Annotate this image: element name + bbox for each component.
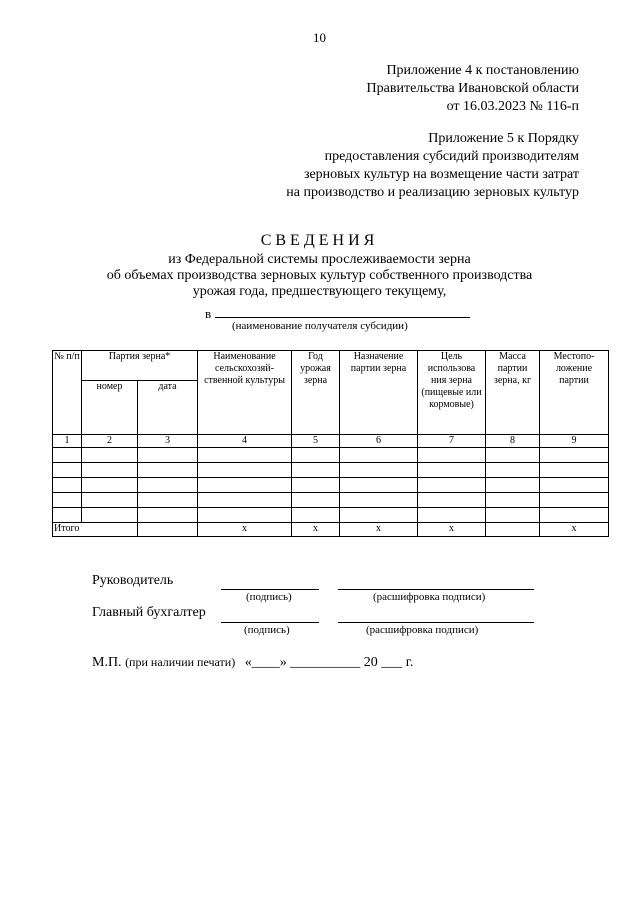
recipient-prefix: в bbox=[205, 306, 212, 321]
head-sign-line bbox=[221, 589, 319, 590]
appendix-4-line1: Приложение 4 к постановлению bbox=[386, 63, 579, 78]
col-number: 1 bbox=[53, 435, 82, 448]
table-row bbox=[53, 478, 609, 493]
table-row bbox=[53, 448, 609, 463]
total-cell: x bbox=[340, 523, 418, 537]
total-cell: x bbox=[540, 523, 609, 537]
header-location: Местопо-ложение партии bbox=[540, 351, 609, 435]
appendix-5-line2: предоставления субсидий производителям bbox=[324, 149, 579, 164]
document-title: СВЕДЕНИЯ bbox=[260, 232, 379, 249]
accountant-label: Главный бухгалтер bbox=[92, 605, 206, 620]
table-row bbox=[53, 493, 609, 508]
subtitle-line1: из Федеральной системы прослеживаемости зерна bbox=[168, 252, 471, 267]
stamp-note: (при наличии печати) bbox=[125, 655, 236, 669]
col-number: 6 bbox=[340, 435, 418, 448]
col-number: 3 bbox=[138, 435, 198, 448]
accountant-sign-caption: (подпись) bbox=[244, 624, 290, 636]
stamp-line bbox=[92, 655, 413, 671]
stamp-date: «____» __________ 20 ___ г. bbox=[244, 655, 414, 670]
accountant-decode-line bbox=[338, 622, 534, 623]
accountant-sign-line bbox=[221, 622, 319, 623]
document-subtitle bbox=[0, 252, 639, 300]
appendix-4-header bbox=[367, 62, 579, 116]
total-cell: x bbox=[292, 523, 340, 537]
data-table bbox=[52, 350, 609, 537]
recipient-blank-line bbox=[215, 306, 470, 318]
col-number: 5 bbox=[292, 435, 340, 448]
header-batch-date: дата bbox=[138, 381, 198, 435]
col-number: 2 bbox=[82, 435, 138, 448]
accountant-decode-caption: (расшифровка подписи) bbox=[366, 624, 479, 636]
appendix-5-line4: на производство и реализацию зерновых культур bbox=[286, 185, 579, 200]
header-batch: Партия зерна* bbox=[82, 351, 198, 381]
total-row bbox=[53, 523, 609, 537]
appendix-4-line2: Правительства Ивановской области bbox=[366, 81, 579, 96]
stamp-mp: М.П. bbox=[92, 655, 122, 670]
head-decode-caption: (расшифровка подписи) bbox=[373, 591, 486, 603]
header-batch-number: номер bbox=[82, 381, 138, 435]
appendix-4-line3: от 16.03.2023 № 116-п bbox=[446, 99, 579, 114]
subtitle-line2: об объемах производства зерновых культур собственного производства bbox=[106, 268, 533, 283]
col-number: 8 bbox=[486, 435, 540, 448]
col-number: 4 bbox=[198, 435, 292, 448]
total-label: Итого bbox=[53, 523, 138, 537]
header-use: Цель использова ния зерна (пищевые или кормовые) bbox=[418, 351, 486, 435]
head-sign-caption: (подпись) bbox=[246, 591, 292, 603]
appendix-5-header bbox=[286, 130, 579, 202]
head-decode-line bbox=[338, 589, 534, 590]
total-cell bbox=[138, 523, 198, 537]
header-purpose: Назначение партии зерна bbox=[340, 351, 418, 435]
total-cell bbox=[486, 523, 540, 537]
appendix-5-line3: зерновых культур на возмещение части затрат bbox=[303, 167, 579, 182]
header-num: № п/п bbox=[53, 351, 82, 435]
col-number: 7 bbox=[418, 435, 486, 448]
table-row bbox=[53, 463, 609, 478]
appendix-5-line1: Приложение 5 к Порядку bbox=[428, 131, 579, 146]
header-crop: Наименование сельскохозяй-ственной культуры bbox=[198, 351, 292, 435]
total-cell: x bbox=[418, 523, 486, 537]
table-row bbox=[53, 508, 609, 523]
header-mass: Масса партии зерна, кг bbox=[486, 351, 540, 435]
total-cell: x bbox=[198, 523, 292, 537]
header-year: Год урожая зерна bbox=[292, 351, 340, 435]
subtitle-line3: урожая года, предшествующего текущему, bbox=[192, 284, 447, 299]
col-number: 9 bbox=[540, 435, 609, 448]
column-numbers-row bbox=[53, 435, 609, 448]
head-label: Руководитель bbox=[92, 573, 174, 588]
recipient-caption: (наименование получателя субсидии) bbox=[232, 320, 408, 332]
page-number: 10 bbox=[313, 30, 326, 45]
